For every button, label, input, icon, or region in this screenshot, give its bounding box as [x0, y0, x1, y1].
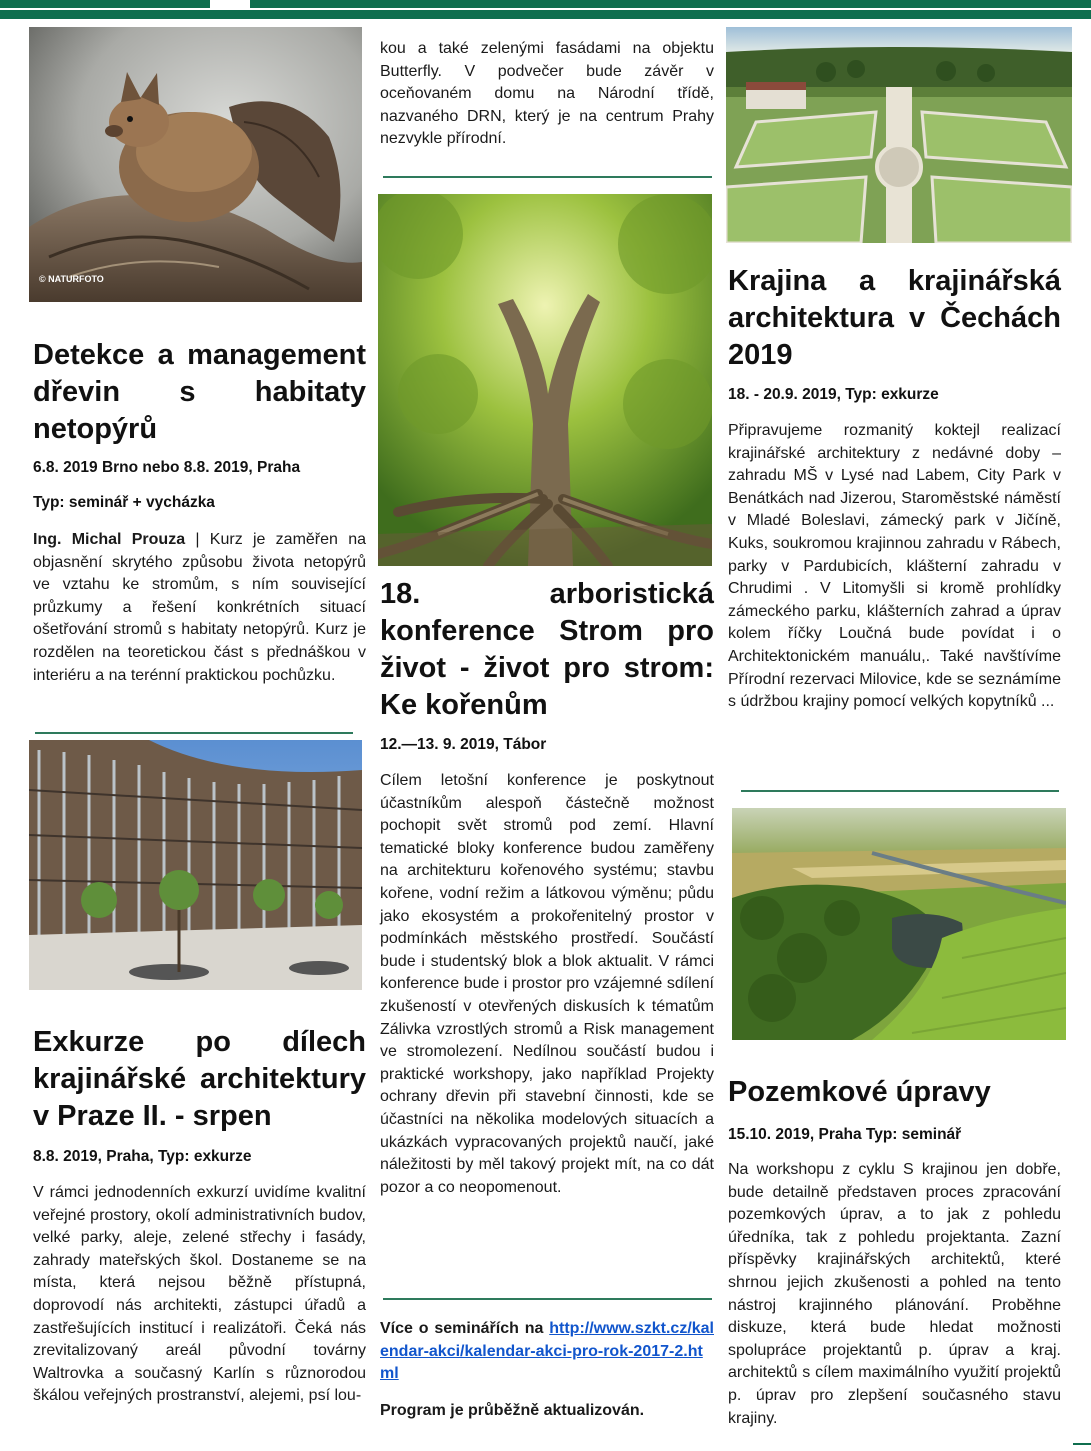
article-title-conference: 18. arboristická konference Strom pro život - život pro strom: Ke kořenům [380, 578, 714, 721]
article-date-conference: 12.—13. 9. 2019, Tábor [380, 736, 547, 753]
header-bar [0, 0, 1091, 20]
article-text-landscape: Připravujeme rozmanitý koktejl realizací krajinářské architektury z nedávné doby – zahradu MŠ v Lysé nad Labem, City Park v Benátkách nad Jizerou, Staroměstské náměstí v Mladé Boleslavi, zámecký park v Jičíně, Kuks, soukromou krajinnou zahradu v Rábech, parky v Pardubicích, klášterní zahradu v Chrudimi . V Litomyšli si kromě prohlídky zámeckého parku, klášterních zahrad a úprav kolem říčky Loučná bude povídat i o Architektonickém manuálu,. Také navštívíme Přírodní rezervaci Milovice, kde se seznámíme s údržbou krajiny pomocí velkých kopytníků ... [728, 422, 1061, 711]
article-text-bats [33, 529, 366, 687]
article-type-bats: Typ: seminář + vycházka [33, 494, 215, 511]
article-title-land-consolidation: Pozemkové úpravy [728, 1076, 991, 1108]
program-note: Program je průběžně aktualizován. [380, 1402, 645, 1419]
section-divider [383, 176, 712, 178]
article-title-prague-tour: Exkurze po dílech krajinářské architektury v Praze II. - srpen [33, 1026, 366, 1132]
header-tab-right [250, 0, 1091, 8]
article-date-prague-tour: 8.8. 2019, Praha, Typ: exkurze [33, 1148, 252, 1165]
photo-watermark: © NATURFOTO [39, 274, 104, 284]
seminars-link[interactable]: http://www.szkt.cz/kalendar-akci/kalendar-akci-pro-rok-2017-2.html [380, 1320, 714, 1383]
chateau-garden-photo [726, 27, 1072, 243]
aerial-landscape-photo [732, 808, 1066, 1040]
tree-roots-photo [378, 194, 712, 566]
bat-photo [29, 27, 362, 302]
continued-text-prague-tour: kou a také zelenými fasádami na objektu Butterfly. V podvečer bude závěr v oceňovaném domu na Národní třídě, nazvaného DRN, který je na centrum Prahy nezvykle přírodní. [380, 40, 714, 148]
header-line [0, 10, 1091, 19]
more-info-paragraph [380, 1318, 714, 1386]
article-date-land-consolidation: 15.10. 2019, Praha Typ: seminář [728, 1126, 962, 1143]
office-building-photo [29, 740, 362, 990]
article-title-landscape: Krajina a krajinářská architektura v Čechách 2019 [728, 265, 1061, 371]
article-date-bats: 6.8. 2019 Brno nebo 8.8. 2019, Praha [33, 459, 301, 476]
article-text-conference: Cílem letošní konference je poskytnout účastníkům alespoň částečně možnost pochopit svět stromů pod zemí. Hlavní tematické bloky konference budou zaměřeny na architekturu kořenového systému; stavbu kořene, vodní režim a látkovou výměnu; půdu jako ekosystém a prokořenitelný prostor v podmínkách městského prostředí. Součástí bude i studentský blok a blok aktualit. V rámci konference bude i prostor pro vzájemné sdílení zkušeností v otevřených diskusích k tématům Zálivka vzrostlých stromů a Risk management ve stromolezení. Nedílnou součástí budou i praktické workshopy, jako například Projekty ochrany dřevin při stavební činnosti, kde se účastníci na několika modelových situacích a ukázkách vypracovaných projektů naučí, jaké náležitosti by měl takový projekt mít, na co dát pozor a co neopomenout. [380, 772, 714, 1196]
more-info-label: Více o seminářích na [380, 1320, 550, 1337]
article-title-bats: Detekce a management dřevin s habitaty netopýrů [33, 339, 366, 445]
article-text-prague-tour: V rámci jednodenních exkurzí uvidíme kvalitní veřejné prostory, okolí administrativních budov, velké parky, aleje, zelené střechy i fasády, zahrady mateřských škol. Dostaneme se na místa, která nejsou běžně přístupná, doprovodí nás architekti, zástupci úřadů a zastřešujících institucí i realizátoři. Čeká nás zrevitalizovaný areál původní továrny Waltrovka a současný Karlín s různorodou škálou veřejných prostranství, alejemi, psí lou- [33, 1184, 366, 1405]
page-corner-mark [1073, 1443, 1091, 1445]
section-divider [383, 1298, 712, 1300]
article-body-bats: | Kurz je zaměřen na objasnění skrytého způsobu života netopýrů ve vztahu ke stromům, s ním související průzkumy a řešení konkrétních situací ošetřování stromů s habitaty netopýrů. Kurz je rozdělen na teoretickou část s přednáškou v interiéru a na terénní praktickou pochůzku. [33, 531, 366, 684]
lecturer-name: Ing. Michal Prouza [33, 531, 186, 548]
section-divider [35, 732, 353, 734]
article-date-landscape: 18. - 20.9. 2019, Typ: exkurze [728, 386, 939, 403]
article-text-land-consolidation: Na workshopu z cyklu S krajinou jen dobře, bude detailně představen proces zpracování pozemkových úprav, a to jak z pohledu úředníka, tak z pohledu projektanta. Zazní příspěvky krajinářských architektů, které shrnou jejich zkušenosti a pohled na tento nástroj krajinného plánování. Proběhne diskuze, která bude hledat možnosti spolupráce projektantů p. úprav a kraj. architektů s cílem maximálního využití projektů p. úprav pro zlepšení současného stavu krajiny. [728, 1161, 1061, 1427]
section-divider [741, 790, 1059, 792]
header-tab-left [0, 0, 210, 8]
